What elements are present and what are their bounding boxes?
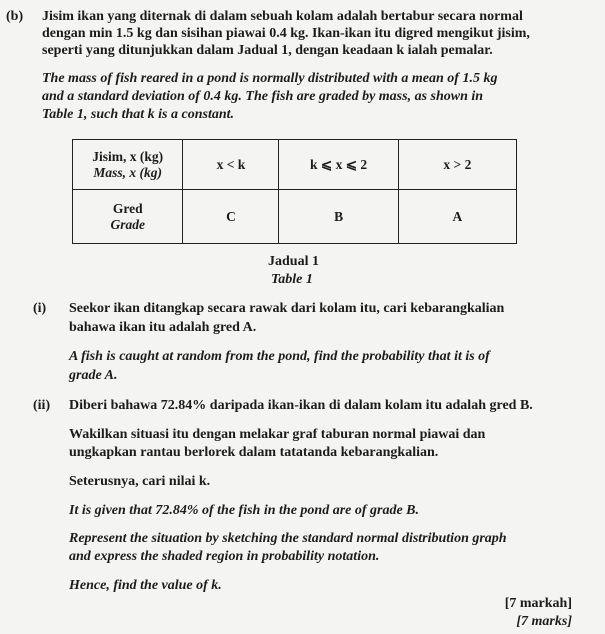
part-b-label: (b): [6, 9, 24, 24]
grade-cell-c: C: [183, 190, 279, 244]
range-cell-b: k ⩽ x ⩽ 2: [279, 140, 398, 190]
q2-english-line-1: Represent the situation by sketching the standard normal distribution graph: [69, 531, 507, 546]
table-row: [73, 190, 517, 244]
q1-english-line-1: A fish is caught at random from the pond, find the probability that it is of: [69, 349, 490, 364]
table-caption-english: Table 1: [271, 272, 313, 287]
grade-cell-b: B: [279, 190, 398, 244]
grade-cell-a: A: [398, 190, 516, 244]
q2-label: (ii): [33, 398, 51, 413]
table-row: [73, 140, 517, 190]
q2-english-given: It is given that 72.84% of the fish in the pond are of grade B.: [69, 503, 420, 518]
q2-malay-line-1: Wakilkan situasi itu dengan melakar graf taburan normal piawai dan: [69, 427, 486, 442]
grade-header-malay: Gred: [112, 200, 143, 216]
q2-english-line-2: and express the shaded region in probability notation.: [69, 549, 380, 564]
range-cell-a: x > 2: [398, 140, 516, 190]
part-b-malay-line-2: dengan min 1.5 kg dan sisihan piawai 0.4 kg. Ikan-ikan itu digred mengikut jisim,: [42, 26, 530, 41]
part-b-english-line-1: The mass of fish reared in a pond is normally distributed with a mean of 1.5 kg: [42, 71, 498, 86]
q2-malay-given: Diberi bahawa 72.84% daripada ikan-ikan di dalam kolam itu adalah gred B.: [69, 398, 533, 413]
part-b-english-line-3: Table 1, such that k is a constant.: [42, 107, 235, 122]
range-cell-c: x < k: [183, 140, 279, 190]
q1-english-line-2: grade A.: [69, 368, 118, 383]
mass-header-english: Mass, x (kg): [93, 164, 163, 180]
marks-malay: [7 markah]: [504, 596, 572, 611]
mass-header-malay: Jisim, x (kg): [92, 148, 164, 164]
q2-malay-hence: Seterusnya, cari nilai k.: [69, 474, 211, 489]
mass-header-cell: [73, 140, 183, 190]
grade-header-english: Grade: [110, 216, 145, 232]
part-b-english-line-2: and a standard deviation of 0.4 kg. The fish are graded by mass, as shown in: [42, 89, 484, 104]
table-caption-malay: Jadual 1: [268, 254, 319, 269]
q1-label: (i): [33, 301, 47, 316]
part-b-malay-line-1: Jisim ikan yang diternak di dalam sebuah kolam adalah bertabur secara normal: [42, 9, 523, 24]
grade-table: [72, 139, 517, 244]
q2-malay-line-2: ungkapkan rantau berlorek dalam tatatanda kebarangkalian.: [69, 445, 439, 460]
marks-english: [7 marks]: [516, 614, 572, 629]
grade-header-cell: [73, 190, 183, 244]
q1-malay-line-1: Seekor ikan ditangkap secara rawak dari kolam itu, cari kebarangkalian: [69, 301, 505, 316]
part-b-malay-line-3: seperti yang ditunjukkan dalam Jadual 1, dengan keadaan k ialah pemalar.: [42, 43, 493, 58]
q2-english-hence: Hence, find the value of k.: [69, 578, 222, 593]
q1-malay-line-2: bahawa ikan itu adalah gred A.: [69, 320, 257, 335]
